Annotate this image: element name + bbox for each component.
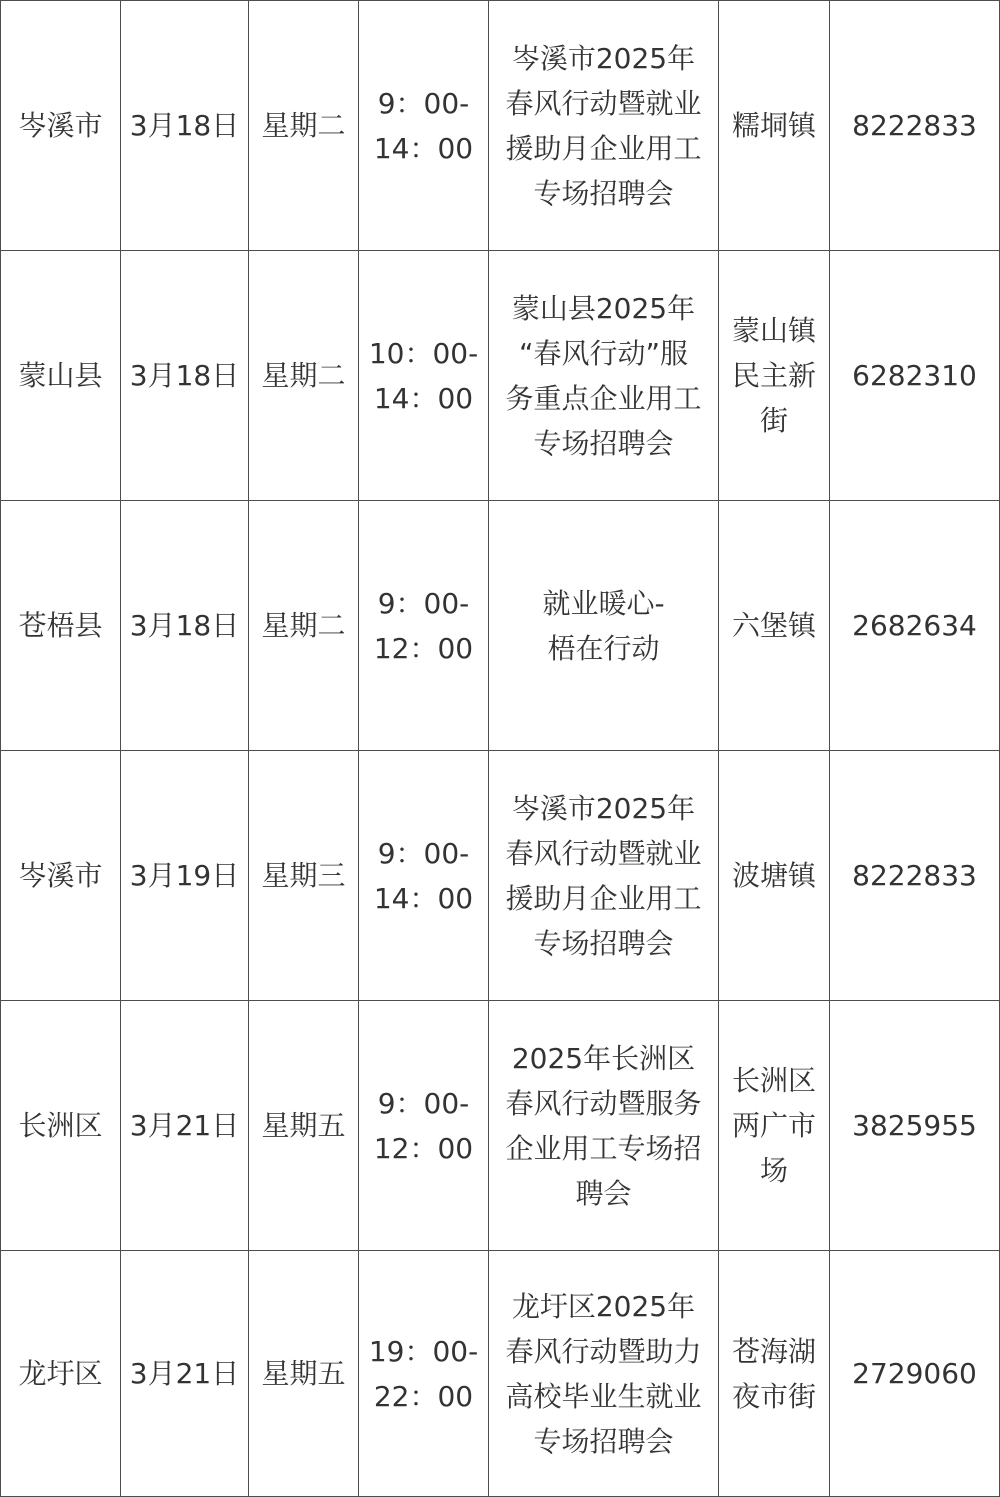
area-cell: 蒙山县 [1, 251, 121, 501]
time-line: 12：00 [373, 1131, 474, 1165]
event-name-line: 援助月企业用工 [505, 131, 702, 165]
weekday-cell: 星期五 [249, 1251, 359, 1497]
table-row [1, 1251, 1000, 1497]
location-line: 蒙山镇 [731, 314, 816, 347]
table-body [1, 1, 1000, 1497]
weekday-cell: 星期二 [249, 251, 359, 501]
area-cell: 长洲区 [1, 1001, 121, 1251]
location-line: 民主新 [731, 359, 816, 392]
event-name-line: 聘会 [575, 1176, 632, 1210]
weekday-cell: 星期三 [249, 751, 359, 1001]
location-line: 苍海湖 [731, 1334, 816, 1368]
time-cell [359, 501, 489, 751]
event-name-cell [489, 1251, 719, 1497]
event-name-line: 专场招聘会 [533, 426, 674, 460]
location-line: 场 [759, 1154, 788, 1187]
table-row [1, 1, 1000, 251]
event-name-line: 援助月企业用工 [505, 881, 702, 915]
location-line: 糯垌镇 [731, 109, 816, 142]
event-name-line: “春风行动”服 [518, 336, 688, 370]
date-cell: 3月21日 [121, 1001, 249, 1251]
date-cell: 3月19日 [121, 751, 249, 1001]
time-line: 9：00- [377, 86, 470, 120]
date-cell: 3月21日 [121, 1251, 249, 1497]
event-name-line: 专场招聘会 [533, 1424, 674, 1458]
event-name-line: 春风行动暨就业 [505, 86, 702, 120]
date-cell: 3月18日 [121, 501, 249, 751]
time-line: 22：00 [373, 1379, 474, 1413]
event-name-line: 春风行动暨服务 [505, 1086, 702, 1120]
location-line: 波塘镇 [731, 859, 816, 892]
location-line: 长洲区 [731, 1064, 816, 1097]
time-line: 12：00 [373, 631, 474, 665]
weekday-cell: 星期五 [249, 1001, 359, 1251]
location-cell [719, 1251, 830, 1497]
event-name-line: 春风行动暨助力 [505, 1334, 702, 1368]
time-line: 9：00- [377, 836, 470, 870]
date-cell: 3月18日 [121, 251, 249, 501]
event-name-line: 岑溪市2025年 [511, 41, 696, 75]
area-cell: 岑溪市 [1, 1, 121, 251]
event-name-line: 蒙山县2025年 [511, 291, 696, 325]
location-line: 六堡镇 [731, 609, 816, 642]
table-row [1, 251, 1000, 501]
time-cell [359, 1251, 489, 1497]
weekday-cell: 星期二 [249, 1, 359, 251]
event-name-line: 2025年长洲区 [511, 1041, 696, 1075]
event-name-cell [489, 251, 719, 501]
table-row [1, 501, 1000, 751]
event-name-line: 就业暖心- [542, 586, 665, 620]
time-line: 19：00- [368, 1334, 479, 1368]
time-cell [359, 1001, 489, 1251]
time-cell [359, 751, 489, 1001]
event-name-cell [489, 1, 719, 251]
event-name-line: 龙圩区2025年 [511, 1289, 696, 1323]
area-cell: 岑溪市 [1, 751, 121, 1001]
date-cell: 3月18日 [121, 1, 249, 251]
event-name-line: 梧在行动 [547, 631, 660, 665]
location-cell [719, 1, 830, 251]
weekday-cell: 星期二 [249, 501, 359, 751]
phone-cell: 2729060 [830, 1251, 1000, 1497]
time-cell [359, 251, 489, 501]
time-line: 14：00 [373, 881, 474, 915]
event-name-cell [489, 501, 719, 751]
time-line: 9：00- [377, 1086, 470, 1120]
phone-cell: 8222833 [830, 1, 1000, 251]
location-line: 两广市 [731, 1109, 816, 1142]
event-name-line: 春风行动暨就业 [505, 836, 702, 870]
location-line: 街 [759, 404, 788, 437]
event-name-line: 专场招聘会 [533, 176, 674, 210]
time-cell [359, 1, 489, 251]
location-cell [719, 501, 830, 751]
location-cell [719, 251, 830, 501]
phone-cell: 3825955 [830, 1001, 1000, 1251]
event-name-cell [489, 751, 719, 1001]
time-line: 14：00 [373, 131, 474, 165]
phone-cell: 2682634 [830, 501, 1000, 751]
time-line: 14：00 [373, 381, 474, 415]
location-cell [719, 751, 830, 1001]
event-name-line: 务重点企业用工 [505, 381, 702, 415]
area-cell: 龙圩区 [1, 1251, 121, 1497]
event-name-line: 专场招聘会 [533, 926, 674, 960]
area-cell: 苍梧县 [1, 501, 121, 751]
event-name-line: 高校毕业生就业 [505, 1379, 702, 1413]
event-name-line: 企业用工专场招 [505, 1131, 702, 1165]
table-row [1, 751, 1000, 1001]
phone-cell: 8222833 [830, 751, 1000, 1001]
time-line: 9：00- [377, 586, 470, 620]
event-name-cell [489, 1001, 719, 1251]
location-line: 夜市街 [731, 1379, 816, 1413]
time-line: 10：00- [368, 336, 479, 370]
phone-cell: 6282310 [830, 251, 1000, 501]
location-cell [719, 1001, 830, 1251]
table-row [1, 1001, 1000, 1251]
event-name-line: 岑溪市2025年 [511, 791, 696, 825]
